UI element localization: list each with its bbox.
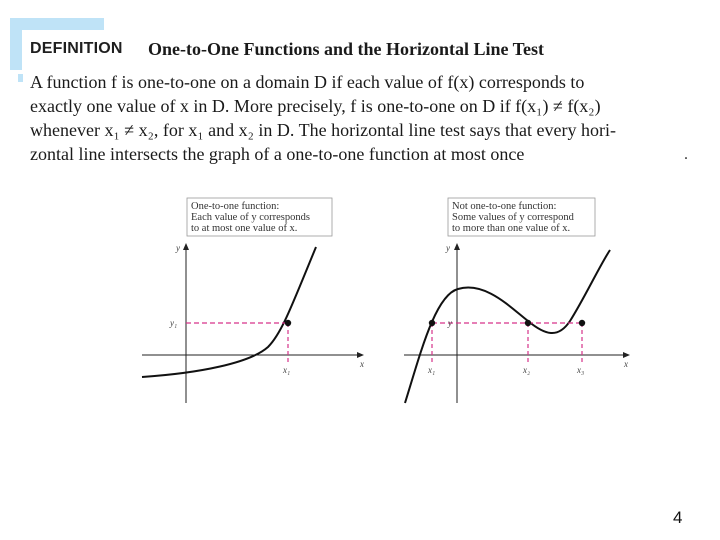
right-x3-label: x₃ [577,365,585,375]
right-caption-line-2: Some values of y correspond [452,212,574,223]
accent-bar-top [10,18,104,30]
right-intersection-point-3 [579,320,585,326]
definition-label: DEFINITION [30,40,123,57]
page-number: 4 [673,508,683,527]
definition-line-3: whenever x₁ ≠ x₂, for x₁ and x₂ in D. The horizontal line test says that every hori- [30,120,616,140]
left-y1-label: y₁ [170,318,178,328]
right-x-arrow [623,352,630,358]
right-x2-label: x₂ [523,365,531,375]
right-x1-label: x₁ [428,365,436,375]
definition-title: One-to-One Functions and the Horizontal Line Test [148,39,545,59]
right-curve [405,250,610,403]
bullet-mark [18,74,23,82]
left-x-axis-label: x [360,359,364,369]
left-caption-line-2: Each value of y corresponds [191,212,310,223]
one-to-one-graph [140,195,370,407]
right-caption-line-1: Not one-to-one function: [452,201,557,212]
left-x1-label: x₁ [283,365,291,375]
right-y-label: y [448,318,452,328]
right-intersection-point-2 [525,320,531,326]
not-one-to-one-graph [400,195,640,407]
right-intersection-point-1 [429,320,435,326]
right-y-axis-label: y [446,243,450,253]
right-caption-line-3: to more than one value of x. [452,223,571,234]
definition-body [30,70,716,166]
left-curve [142,247,316,377]
right-x-axis-label: x [624,359,628,369]
left-y-axis-label: y [176,243,180,253]
left-caption-line-3: to at most one value of x. [191,223,298,234]
accent-bar-side [10,18,22,70]
right-y-arrow [454,243,460,250]
left-y-arrow [183,243,189,250]
left-x-arrow [357,352,364,358]
definition-line-2: exactly one value of x in D. More precisely, f is one-to-one on D if f(x₁) ≠ f(x₂) [30,96,601,116]
left-caption-line-1: One-to-one function: [191,201,280,212]
left-intersection-point [285,320,291,326]
definition-line-4: zontal line intersects the graph of a one-to-one function at most once [30,144,525,164]
definition-line-1: A function f is one-to-one on a domain D if each value of f(x) corresponds to [30,72,585,92]
trailing-period: . [684,146,688,163]
